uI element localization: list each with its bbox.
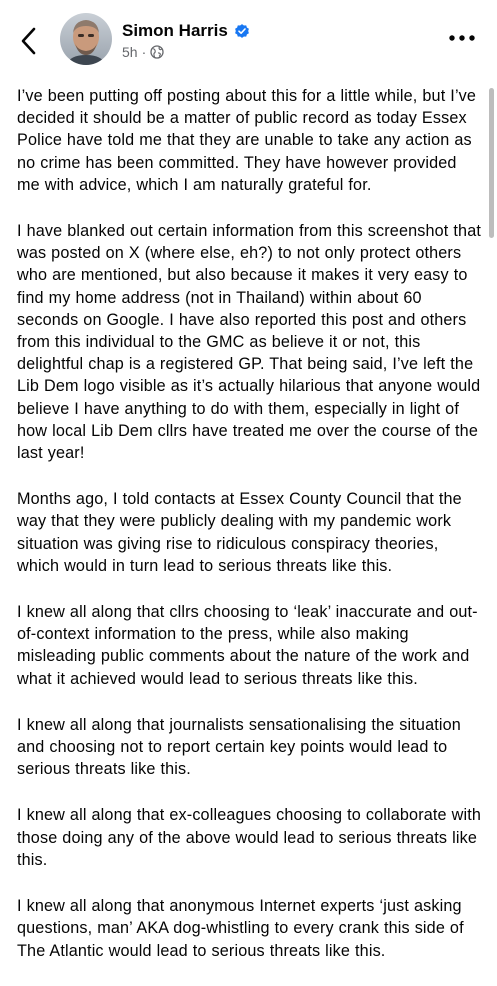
avatar[interactable] <box>60 13 112 65</box>
chevron-left-icon <box>14 24 44 58</box>
scrollbar[interactable] <box>489 88 494 238</box>
meta-separator: · <box>141 44 147 60</box>
post-paragraph: Months ago, I told contacts at Essex County Council that the way that they were publicly dealing with my pandemic work situation was giving rise to ridiculous conspiracy theories, which would in turn lead to serious threats like this. <box>17 490 462 575</box>
post-header <box>0 0 497 78</box>
verified-badge-icon <box>234 23 250 39</box>
globe-icon[interactable] <box>150 45 164 59</box>
post-paragraph: I knew all along that cllrs choosing to ‘leak’ inaccurate and out-of-context information to the press, while also making misleading public comments about the nature of the work and what it achieved would lead to serious threats like this. <box>17 603 478 688</box>
more-horizontal-icon <box>447 28 477 48</box>
post-timestamp[interactable]: 5h <box>122 44 138 60</box>
post-meta <box>122 43 164 61</box>
post-paragraph: I knew all along that journalists sensationalising the situation and choosing not to report certain key points would lead to serious threats like this. <box>17 715 461 779</box>
author-row <box>122 20 250 42</box>
post-paragraph: I’ve been putting off posting about this for a little while, but I’ve decided it should be a matter of public record as today Essex Police have told me that they are unable to take any action as no crime has been committed. They have however provided me with advice, which I am naturally grateful for. <box>17 87 477 194</box>
post-paragraph: I have blanked out certain information from this screenshot that was posted on X (where else, eh?) to not only protect others who are mentioned, but also because it makes it very easy to find my home address (not in Thailand) within about 60 seconds on Google. I have also reported this post and others from this individual to the GMC as believe it or not, this delightful chap is a registered GP. That being said, I’ve left the Lib Dem logo visible as it’s actually hilarious that anyone would believe I have anything to do with them, especially in light of how local Lib Dem cllrs have treated me over the course of the last year! <box>17 222 481 463</box>
post-text <box>17 85 483 986</box>
more-options-button[interactable] <box>447 28 477 48</box>
post-paragraph: I knew all along that anonymous Internet experts ‘just asking questions, man’ AKA dog-whistling to every crank this side of The Atlantic would lead to serious threats like this. <box>17 897 464 960</box>
back-button[interactable] <box>14 24 44 58</box>
post-paragraph: I knew all along that ex-colleagues choosing to collaborate with those doing any of the above would lead to serious threats like this. <box>17 806 482 869</box>
author-name[interactable]: Simon Harris <box>122 21 228 40</box>
